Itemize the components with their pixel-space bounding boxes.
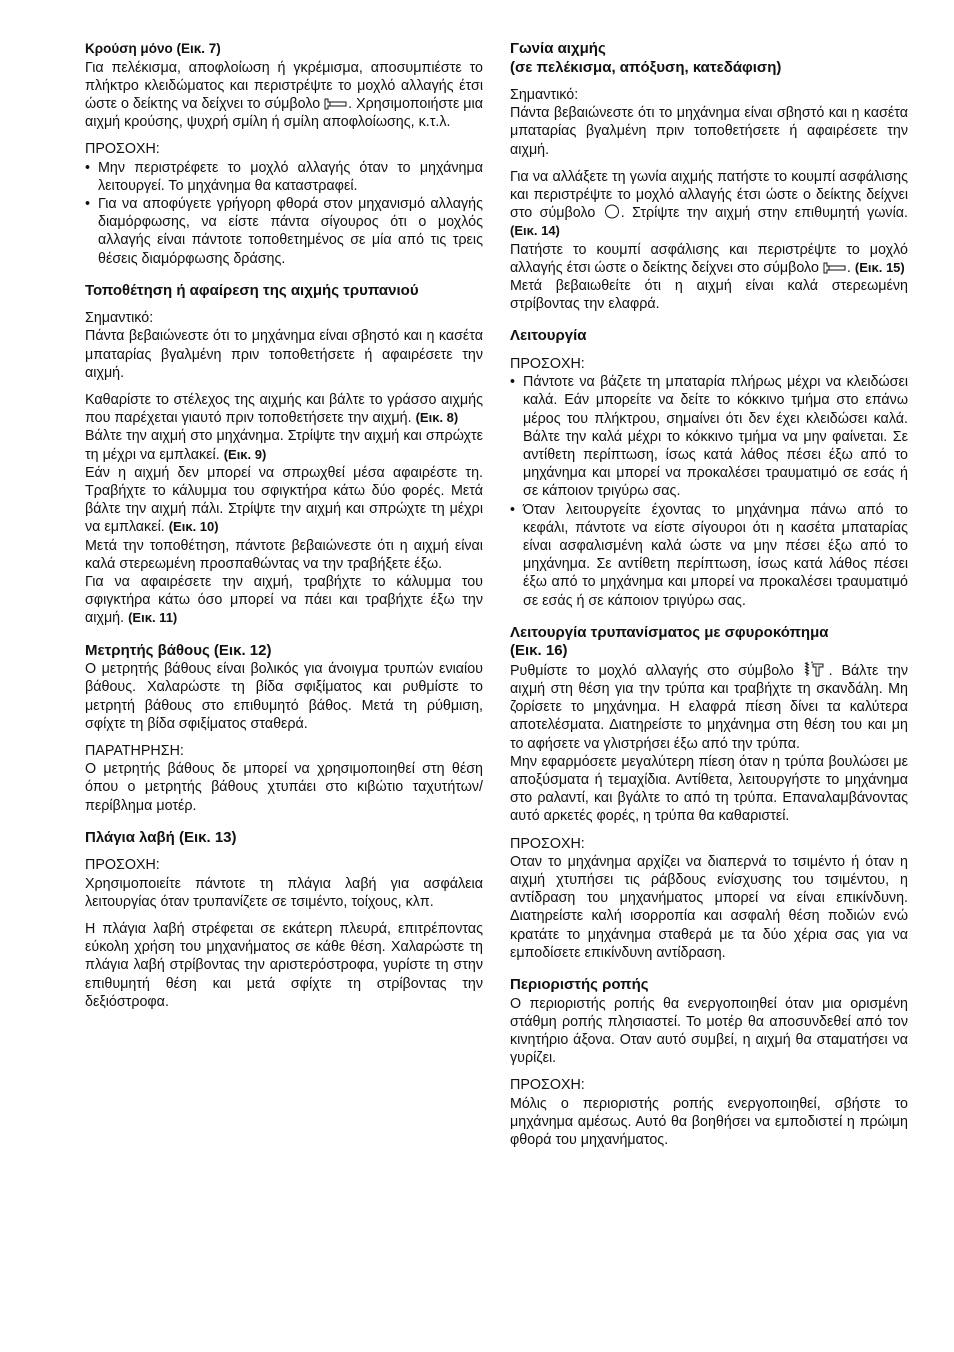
impact-caution-list	[85, 159, 483, 268]
angle-paragraph-3	[510, 241, 908, 277]
angle-paragraph-4: Μετά βεβαιωθείτε ότι η αιχμή είναι καλά στερεωμένη στρίβοντας την ελαφρά.	[510, 278, 908, 313]
figure-ref: (Εικ. 9)	[223, 446, 267, 462]
hammer-text-1b: . Βάλτε την αιχμή στη θέση για την τρύπα και τραβήχτε τη σκανδάλη. Μη ζορίσετε το μηχάνημα. Η ελαφρά πίεση δίνει τα καλύτερα αποτελέσματα. Διατηρείστε το μηχάνημα στη θέση του και μη το αφήσετε να γλιστρήσει έξω από την τρύπα.	[510, 662, 908, 752]
angle-text-2b: . Στρίψτε την αιχμή στην επιθυμητή γωνία.	[620, 205, 908, 222]
impact-text-b: . Χρησιμοποιήστε μια αιχμή κρούσης, ψυχρή σμίλη ή σμίλη αποφλοίωσης, κ.τ.λ.	[85, 95, 483, 131]
circle-icon	[603, 204, 621, 219]
figure-ref: (Εικ. 14)	[510, 223, 560, 239]
heading-depth-gauge: Μετρητής βάθους (Εικ. 12)	[85, 641, 272, 659]
install-paragraph-6	[85, 573, 483, 628]
right-column	[510, 40, 908, 1149]
handle-paragraph-2: Η πλάγια λαβή στρέφεται σε εκάτερη πλευρά, επιτρέποντας εύκολη χρήση του μηχανήματος σε κάθε θέση. Χαλαρώστε τη πλάγια λαβή στρίβοντας την αριστερόστροφα, γυρίστε τη στην επιθυμητή θέση και μετά σφίχτε τη στρίβοντας την δεξιόστροφα.	[85, 920, 483, 1010]
rotation-hammer-icon	[803, 661, 829, 677]
hammer-paragraph-3: Οταν το μηχάνημα αρχίζει να διαπερνά το τσιμέντο ή όταν η αιχμή χτυπήσει τις ράβδους ενίσχυσης του τσιμέντου, η αντίδραση του μηχανήματος μπορεί να είναι επικίνδυνη. Διατηρείστε καλή ισορροπία και ασφαλή θέση ποδιών ενώ κρατάτε το μηχάνημα σταθερά με τα δύο χέρια σας για να εμποδίσετε επικίνδυνη αντίδραση.	[510, 853, 908, 961]
install-text-2: Καθαρίστε το στέλεχος της αιχμής και βάλτε το γράσσο αιχμής που παρέχεται γιαυτό πριν τοποθετήσετε την αιχμή.	[85, 392, 483, 427]
install-paragraph-4	[85, 464, 483, 537]
hammer-caution-label: ΠΡΟΣΟΧΗ:	[510, 835, 585, 852]
angle-text-3a: Πατήστε το κουμπί ασφάλισης και περιστρέψτε το μοχλό αλλαγής έτσι ώστε ο δείκτης δείχνει στο σύμβολο	[510, 241, 908, 276]
install-paragraph-5: Μετά την τοποθέτηση, πάντοτε βεβαιώνεστε ότι η αιχμή είναι καλά στερεωμένη προσπαθώντας να την τραβήξετε έξω.	[85, 537, 483, 572]
install-text-6: Για να αφαιρέσετε την αιχμή, τραβήχτε το κάλυμμα του σφιγκτήρα κάτω όσο μπορεί να πάει και τραβήχτε έξω την αιχμή.	[85, 574, 483, 627]
angle-text-3b: .	[846, 259, 855, 276]
heading-side-handle: Πλάγια λαβή (Εικ. 13)	[85, 828, 237, 846]
depth-note-label: ΠΑΡΑΤΗΡΗΣΗ:	[85, 743, 184, 759]
heading-bit-angle-sub: (σε πελέκισμα, απόξυση, κατεδάφιση)	[510, 58, 782, 76]
figure-ref: (Εικ. 10)	[168, 519, 219, 535]
list-item: • Όταν λειτουργείτε έχοντας το μηχάνημα πάνω από το κεφάλι, πάντοτε να είστε σίγουροι ότι η κασέτα μπαταρίας είναι ασφαλισμένη καλά ώστε να μην πέσει έξω από το μηχάνημα. Σε αντίθετη περίπτωση, ίσως κατά λάθος πέσει έξω από το μηχάνημα και μπορεί να προκαλέσει τραυματιμό σε εσάς ή σε κάποιον τριγύρω σας.	[510, 501, 908, 610]
hammer-paragraph-2: Μην εφαρμόσετε μεγαλύτερη πίεση όταν η τρύπα βουλώσει με αποξύσματα ή τεμαχίδια. Αντίθετα, λειτουργήστε το μηχάνημα στο ραλαντί, και βγάλτε το από τη τρύπα. Επαναλαμβάνοντας αυτό αρκετές φορές, η τρύπα θα καθαριστεί.	[510, 753, 908, 825]
heading-hammer-drilling: Λειτουργία τρυπανίσματος με σφυροκόπημα	[510, 623, 829, 641]
angle-paragraph-2	[510, 168, 908, 241]
heading-install-bit: Τοποθέτηση ή αφαίρεση της αιχμής τρυπανιού	[85, 281, 419, 299]
impact-caution-label: ΠΡΟΣΟΧΗ:	[85, 141, 160, 158]
impact-paragraph	[85, 59, 483, 132]
handle-paragraph-1: Χρησιμοποιείτε πάντοτε τη πλάγια λαβή για ασφάλεια λειτουργίας όταν τρυπανίζετε σε τσιμέντο, τοίχους, κλπ.	[85, 875, 483, 910]
list-item: • Πάντοτε να βάζετε τη μπαταρία πλήρως μέχρι να κλειδώσει καλά. Εάν μπορείτε να δείτε το κόκκινο τμήμα στο επάνω μέρος του πλήκτρου, σημαίνει ότι δεν έχει κλειδώσει καλά. Βάλτε την καλά μέχρι το κόκκινο τμήμα να μην φαίνεται. Σε αντίθετη περίπτωση, ίσως κατά λάθος πέσει έξω από το μηχάνημα και μπορεί να προκαλέσει τραυματιμό σε εσάς ή σε κάποιον τριγύρω σας.	[510, 373, 908, 500]
left-column	[85, 40, 483, 1011]
operation-caution-list	[510, 373, 908, 610]
hammer-text-1a: Ρυθμίστε το μοχλό αλλαγής στο σύμβολο	[510, 662, 803, 679]
depth-paragraph-1: Ο μετρητής βάθους είναι βολικός για άνοιγμα τρυπών ενιαίου βάθους. Χαλαρώστε τη βίδα σφιξίματος και ρυθμίστε το μετρητή βάθους στο επιθυμητό βάθος. Μετά τη ρύθμιση, σφίχτε τη βίδα σφιξίματος σταθερά.	[85, 661, 483, 732]
install-important-label: Σημαντικό:	[85, 310, 154, 327]
depth-paragraph-2: Ο μετρητής βάθους δε μπορεί να χρησιμοποιηθεί στη θέση όπου ο μετρητής βάθους χτυπάει στο κιβώτιο ταχυτήτων/περίβλημα μοτέρ.	[85, 761, 483, 814]
install-paragraph-2	[85, 391, 483, 427]
impact-text-a: Για πελέκισμα, αποφλοίωση ή γκρέμισμα, αποσυμπιέστε το πλήκτρο κλειδώματος και περιστρέψτε το μοχλό αλλαγής έτσι ώστε ο δείκτης να δείχνει το σύμβολο	[85, 59, 483, 112]
heading-impact-only: Κρούση μόνο (Εικ. 7)	[85, 41, 221, 56]
install-paragraph-1: Πάντα βεβαιώνεστε ότι το μηχάνημα είναι σβηστό και η κασέτα μπαταρίας βγαλμένη πριν τοποθετήσετε ή αφαιρέσετε την αιχμή.	[85, 328, 483, 381]
heading-torque-limiter: Περιοριστής ροπής	[510, 976, 649, 994]
list-item: • Για να αποφύγετε γρήγορη φθορά στον μηχανισμό αλλαγής διαμόρφωσης, να είστε πάντα σίγουρος ότι ο μοχλός αλλαγής είναι πάντοτε τοποθετημένος σε μία από τις τρεις θέσεις διαμόρφωσης δράσης.	[85, 195, 483, 268]
install-text-4: Εάν η αιχμή δεν μπορεί να σπρωχθεί μέσα αφαιρέστε τη. Τραβήχτε το κάλυμμα του σφιγκτήρα κάτω δύο φορές. Μετά βάλτε την αιχμή πάλι. Στρίψτε την αιχμή και σπρώχτε τη μέχρι να εμπλακεί.	[85, 464, 483, 536]
figure-ref: (Εικ. 8)	[415, 410, 459, 426]
heading-bit-angle: Γωνία αιχμής	[510, 40, 606, 57]
heading-operation: Λειτουργία	[510, 327, 587, 345]
hammer-only-icon	[823, 261, 847, 274]
angle-text-2a: Για να αλλάξετε τη γωνία αιχμής πατήστε το κουμπί ασφάλισης και περιστρέψτε το μοχλό αλλαγής έτσι ώστε ο δείκτης δείχνει στο σύμβολο	[510, 168, 908, 222]
hammer-only-icon	[324, 97, 348, 110]
torque-paragraph-2: Μόλις ο περιοριστής ροπής ενεργοποιηθεί, σβήστε το μηχάνημα αμέσως. Αυτό θα βοηθήσει να εμποδιστεί η πρώιμη φθορά του μηχανήματος.	[510, 1095, 908, 1148]
install-text-3: Βάλτε την αιχμή στο μηχάνημα. Στρίψτε την αιχμή και σπρώχτε τη μέχρι να εμπλακεί.	[85, 428, 483, 463]
handle-caution-label: ΠΡΟΣΟΧΗ:	[85, 857, 160, 874]
figure-ref: (Εικ. 15)	[854, 259, 905, 275]
torque-caution-label: ΠΡΟΣΟΧΗ:	[510, 1077, 585, 1094]
angle-important-label: Σημαντικό:	[510, 87, 579, 103]
figure-ref: (Εικ. 11)	[128, 610, 178, 626]
heading-hammer-drilling-ref: (Εικ. 16)	[510, 642, 568, 660]
install-paragraph-3	[85, 427, 483, 463]
list-item: • Μην περιστρέφετε το μοχλό αλλαγής όταν το μηχάνημα λειτουργεί. Το μηχάνημα θα καταστραφεί.	[85, 159, 483, 195]
torque-paragraph-1: Ο περιοριστής ροπής θα ενεργοποιηθεί όταν μια ορισμένη στάθμη ροπής πλησιαστεί. Το μοτέρ θα αποσυνδεθεί από τον κινητήριο άξονα. Οταν αυτό συμβεί, η αιχμή θα σταματήσει να γυρίζει.	[510, 995, 908, 1067]
hammer-paragraph-1	[510, 661, 908, 753]
operation-caution-label: ΠΡΟΣΟΧΗ:	[510, 355, 585, 372]
angle-paragraph-1: Πάντα βεβαιώνεστε ότι το μηχάνημα είναι σβηστό και η κασέτα μπαταρίας βγαλμένη πριν τοποθετήσετε ή αφαιρέσετε την αιχμή.	[510, 105, 908, 158]
